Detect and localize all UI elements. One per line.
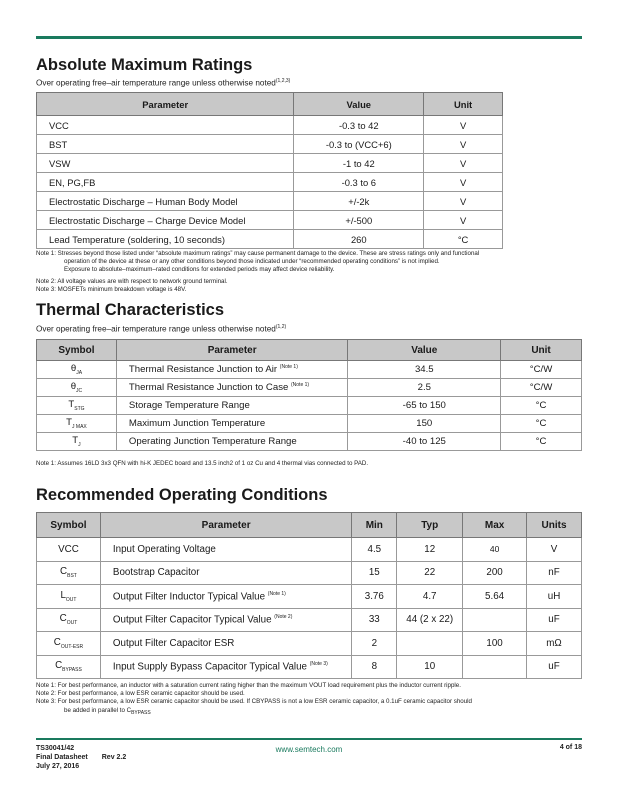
thermal-unit: °C: [501, 433, 582, 451]
roc-param: Input Operating Voltage: [100, 538, 351, 562]
amr-value: -1 to 42: [294, 154, 424, 173]
table-row: [37, 397, 582, 415]
table-row: [37, 538, 582, 562]
amr-header-parameter: Parameter: [37, 93, 294, 116]
table-row: [37, 154, 503, 173]
amr-header-unit: Unit: [424, 93, 503, 116]
table-row: [37, 361, 582, 379]
roc-symbol: $C_{OUT}$: [37, 608, 101, 632]
amr-value: -0.3 to 42: [294, 116, 424, 135]
amr-table: [36, 92, 503, 249]
roc-min: 33: [352, 608, 397, 632]
roc-symbol: VCC: [37, 538, 101, 562]
thermal-notes: [36, 460, 586, 468]
roc-min: 8: [352, 655, 397, 679]
roc-header-symbol: Symbol: [37, 513, 101, 538]
amr-note-3: Note 3: MOSFETs minimum breakdown voltage is 48V.: [36, 285, 187, 293]
roc-header-max: Max: [463, 513, 527, 538]
roc-param: Output Filter Capacitor ESR: [100, 632, 351, 656]
roc-max: [463, 608, 527, 632]
footer-part-number: TS30041/42: [36, 745, 75, 752]
thermal-unit: °C: [501, 415, 582, 433]
thermal-symbol: $T_{J MAX}$: [37, 415, 117, 433]
roc-note-1: Note 1: For best performance, an inductor with a saturation current rating higher than the maximum VOUT load requirement plus the inductor current ripple.: [36, 682, 461, 689]
roc-table: [36, 512, 582, 679]
roc-min: 4.5: [352, 538, 397, 562]
roc-max: 100: [463, 632, 527, 656]
footer-url-link[interactable]: www.semtech.com: [275, 745, 343, 754]
table-row: [37, 561, 582, 585]
amr-unit: V: [424, 192, 503, 211]
footer-doc-rev: Final Datasheet Rev 2.2: [36, 754, 127, 761]
thermal-param: Thermal Resistance Junction to Case $^{(Note 1)}$: [116, 379, 348, 397]
roc-typ: 4.7: [397, 585, 463, 609]
amr-value: -0.3 to (VCC+6): [294, 135, 424, 154]
roc-typ: 44 (2 x 22): [397, 608, 463, 632]
amr-note-1-cont: Exposure to absolute–maximum–rated conditions for extended periods may affect device reliability.: [64, 266, 335, 274]
roc-note-2: Note 2: For best performance, a low ESR ceramic capacitor should be used.: [36, 690, 245, 698]
amr-param: Lead Temperature (soldering, 10 seconds): [37, 230, 294, 249]
thermal-symbol: $\theta_{JC}$: [37, 379, 117, 397]
roc-notes: [36, 682, 586, 717]
roc-typ: 12: [397, 538, 463, 562]
roc-max: 5.64: [463, 585, 527, 609]
amr-unit: V: [424, 211, 503, 230]
roc-header-units: Units: [527, 513, 582, 538]
roc-note-3-cont: be added in parallel to $C_{BYPASS}$: [64, 706, 151, 716]
roc-symbol: $C_{OUT-ESR}$: [37, 632, 101, 656]
table-row: [37, 379, 582, 397]
amr-param: VSW: [37, 154, 294, 173]
roc-param: Output Filter Inductor Typical Value $^{(Note 1)}$: [100, 585, 351, 609]
roc-typ: [397, 632, 463, 656]
amr-param: Electrostatic Discharge – Charge Device Model: [37, 211, 294, 230]
table-row: [37, 230, 503, 249]
amr-title: Absolute Maximum Ratings: [36, 56, 253, 74]
amr-param: Electrostatic Discharge – Human Body Model: [37, 192, 294, 211]
roc-max: [463, 655, 527, 679]
footer-page-number: 4 of 18: [559, 744, 582, 751]
thermal-symbol: $T_{STG}$: [37, 397, 117, 415]
thermal-value: 150: [348, 415, 501, 433]
roc-param: Output Filter Capacitor Typical Value $^{(Note 2)}$: [100, 608, 351, 632]
thermal-table: [36, 339, 582, 451]
roc-header-row: [37, 513, 582, 538]
thermal-header-unit: Unit: [501, 340, 582, 361]
amr-unit: V: [424, 173, 503, 192]
thermal-value: 2.5: [348, 379, 501, 397]
amr-note-1: Note 1: Stresses beyond those listed under “absolute maximum ratings” may cause permanent damage to the device. These are stress ratings only and functional: [36, 250, 480, 257]
thermal-title: Thermal Characteristics: [36, 301, 225, 319]
thermal-value: -65 to 150: [348, 397, 501, 415]
thermal-symbol: $T_J$: [37, 433, 117, 451]
table-row: [37, 116, 503, 135]
table-row: [37, 632, 582, 656]
roc-title: Recommended Operating Conditions: [36, 486, 328, 504]
roc-max: 200: [463, 561, 527, 585]
roc-typ: 22: [397, 561, 463, 585]
thermal-subtitle: Over operating free–air temperature range unless otherwise noted$^{(1,2)}$: [36, 324, 287, 334]
thermal-header-row: [37, 340, 582, 361]
thermal-param: Maximum Junction Temperature: [116, 415, 348, 433]
roc-max: 40: [463, 538, 527, 562]
thermal-unit: °C/W: [501, 379, 582, 397]
thermal-header-value: Value: [348, 340, 501, 361]
thermal-header-parameter: Parameter: [116, 340, 348, 361]
footer-rule: [36, 738, 582, 740]
roc-param: Bootstrap Capacitor: [100, 561, 351, 585]
amr-notes: [36, 250, 586, 294]
roc-unit: uF: [527, 655, 582, 679]
table-row: [37, 655, 582, 679]
amr-param: EN, PG,FB: [37, 173, 294, 192]
footer-date: July 27, 2016: [36, 763, 80, 770]
amr-unit: V: [424, 135, 503, 154]
amr-value: 260: [294, 230, 424, 249]
roc-header-typ: Typ: [397, 513, 463, 538]
thermal-value: -40 to 125: [348, 433, 501, 451]
thermal-header-symbol: Symbol: [37, 340, 117, 361]
thermal-param: Thermal Resistance Junction to Air $^{(Note 1)}$: [116, 361, 348, 379]
roc-unit: mΩ: [527, 632, 582, 656]
roc-symbol: $C_{BST}$: [37, 561, 101, 585]
thermal-value: 34.5: [348, 361, 501, 379]
table-row: [37, 608, 582, 632]
thermal-param: Operating Junction Temperature Range: [116, 433, 348, 451]
roc-header-min: Min: [352, 513, 397, 538]
roc-min: 2: [352, 632, 397, 656]
thermal-unit: °C: [501, 397, 582, 415]
roc-unit: nF: [527, 561, 582, 585]
amr-param: BST: [37, 135, 294, 154]
amr-unit: V: [424, 154, 503, 173]
thermal-symbol: $\theta_{JA}$: [37, 361, 117, 379]
roc-note-3: Note 3: For best performance, a low ESR ceramic capacitor should be used. If CBYPASS is not a low ESR ceramic capacitor, a 0.1uF ceramic capacitor should: [36, 698, 472, 706]
amr-unit: V: [424, 116, 503, 135]
roc-min: 15: [352, 561, 397, 585]
amr-value: +/-2k: [294, 192, 424, 211]
amr-header-row: [37, 93, 503, 116]
roc-symbol: $C_{BYPASS}$: [37, 655, 101, 679]
table-row: [37, 585, 582, 609]
thermal-note-1: Note 1: Assumes 16LD 3x3 QFN with hi-K JEDEC board and 13.5 inch2 of 1 oz Cu and 4 thermal vias connected to PAD.: [36, 460, 369, 467]
roc-symbol: $L_{OUT}$: [37, 585, 101, 609]
table-row: [37, 173, 503, 192]
roc-unit: uF: [527, 608, 582, 632]
thermal-param: Storage Temperature Range: [116, 397, 348, 415]
top-rule: [36, 36, 582, 39]
roc-header-parameter: Parameter: [100, 513, 351, 538]
roc-unit: V: [527, 538, 582, 562]
roc-param: Input Supply Bypass Capacitor Typical Value $^{(Note 3)}$: [100, 655, 351, 679]
amr-note-1-cont: operation of the device at these or any other conditions beyond those indicated under “recommended operating conditions” is not implied.: [64, 258, 440, 266]
thermal-unit: °C/W: [501, 361, 582, 379]
table-row: [37, 433, 582, 451]
roc-typ: 10: [397, 655, 463, 679]
amr-value: +/-500: [294, 211, 424, 230]
table-row: [37, 192, 503, 211]
amr-note-2: Note 2: All voltage values are with respect to network ground terminal.: [36, 277, 228, 285]
amr-value: -0.3 to 6: [294, 173, 424, 192]
table-row: [37, 135, 503, 154]
amr-header-value: Value: [294, 93, 424, 116]
roc-min: 3.76: [352, 585, 397, 609]
amr-unit: °C: [424, 230, 503, 249]
table-row: [37, 415, 582, 433]
table-row: [37, 211, 503, 230]
roc-unit: uH: [527, 585, 582, 609]
amr-subtitle: Over operating free–air temperature range unless otherwise noted$^{(1,2,3)}$: [36, 78, 291, 88]
amr-param: VCC: [37, 116, 294, 135]
